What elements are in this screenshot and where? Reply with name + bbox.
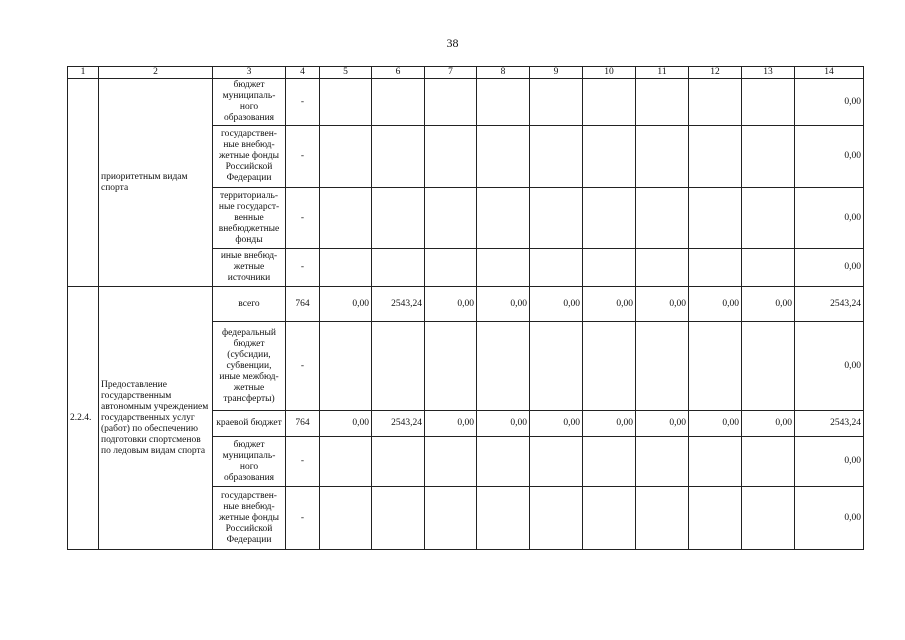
- cell-14: 0,00: [795, 437, 864, 487]
- cell-6: [372, 79, 425, 126]
- header-cell: 9: [530, 67, 583, 79]
- cell-8: [477, 79, 530, 126]
- cell-7: [425, 322, 477, 411]
- cell-4: 764: [286, 411, 320, 437]
- cell-6: [372, 487, 425, 550]
- cell-9: [530, 437, 583, 487]
- cell-4: -: [286, 249, 320, 287]
- funding-source: государствен-ные внебюд-жетные фонды Российской Федерации: [213, 126, 286, 188]
- cell-10: [583, 437, 636, 487]
- header-cell: 3: [213, 67, 286, 79]
- funding-source: бюджет муниципаль-ного образования: [213, 79, 286, 126]
- cell-13: [742, 322, 795, 411]
- cell-7: [425, 249, 477, 287]
- cell-9: 0,00: [530, 287, 583, 322]
- cell-4: -: [286, 126, 320, 188]
- cell-7: 0,00: [425, 287, 477, 322]
- page-number: 38: [446, 36, 459, 50]
- item-code: 2.2.4.: [68, 287, 99, 550]
- cell-13: [742, 487, 795, 550]
- header-row: [68, 67, 864, 79]
- funding-source: иные внебюд-жетные источники: [213, 249, 286, 287]
- header-cell: 2: [99, 67, 213, 79]
- cell-11: [636, 322, 689, 411]
- cell-12: [689, 126, 742, 188]
- funding-source: краевой бюджет: [213, 411, 286, 437]
- header-cell: 1: [68, 67, 99, 79]
- cell-9: [530, 126, 583, 188]
- cell-12: [689, 188, 742, 249]
- cell-11: [636, 437, 689, 487]
- table-row: [68, 79, 864, 126]
- cell-10: 0,00: [583, 287, 636, 322]
- cell-14: 2543,24: [795, 287, 864, 322]
- header-cell: 11: [636, 67, 689, 79]
- cell-14: 0,00: [795, 188, 864, 249]
- header-cell: 6: [372, 67, 425, 79]
- cell-11: 0,00: [636, 411, 689, 437]
- cell-5: [320, 79, 372, 126]
- cell-12: [689, 437, 742, 487]
- cell-9: [530, 188, 583, 249]
- cell-9: [530, 249, 583, 287]
- cell-11: [636, 126, 689, 188]
- cell-8: [477, 126, 530, 188]
- cell-10: [583, 79, 636, 126]
- cell-5: [320, 126, 372, 188]
- cell-4: -: [286, 79, 320, 126]
- table-row: [68, 287, 864, 322]
- cell-11: [636, 249, 689, 287]
- cell-6: [372, 188, 425, 249]
- header-cell: 10: [583, 67, 636, 79]
- cell-13: [742, 249, 795, 287]
- cell-13: [742, 188, 795, 249]
- funding-source: бюджет муниципаль-ного образования: [213, 437, 286, 487]
- cell-4: 764: [286, 287, 320, 322]
- cell-5: [320, 188, 372, 249]
- cell-8: [477, 249, 530, 287]
- cell-9: [530, 322, 583, 411]
- cell-7: [425, 437, 477, 487]
- cell-13: [742, 126, 795, 188]
- cell-4: -: [286, 188, 320, 249]
- cell-11: [636, 487, 689, 550]
- cell-8: [477, 322, 530, 411]
- cell-11: 0,00: [636, 287, 689, 322]
- cell-13: [742, 79, 795, 126]
- cell-7: 0,00: [425, 411, 477, 437]
- cell-13: 0,00: [742, 411, 795, 437]
- header-cell: 5: [320, 67, 372, 79]
- cell-4: -: [286, 437, 320, 487]
- cell-12: [689, 79, 742, 126]
- cell-6: [372, 437, 425, 487]
- budget-table: [67, 66, 864, 550]
- cell-12: 0,00: [689, 411, 742, 437]
- item-code: [68, 79, 99, 287]
- cell-10: [583, 487, 636, 550]
- cell-4: -: [286, 322, 320, 411]
- cell-10: [583, 188, 636, 249]
- header-cell: 14: [795, 67, 864, 79]
- cell-6: 2543,24: [372, 411, 425, 437]
- header-cell: 12: [689, 67, 742, 79]
- cell-8: [477, 487, 530, 550]
- cell-12: [689, 322, 742, 411]
- cell-11: [636, 188, 689, 249]
- cell-7: [425, 487, 477, 550]
- cell-8: [477, 437, 530, 487]
- cell-14: 0,00: [795, 487, 864, 550]
- cell-14: 0,00: [795, 322, 864, 411]
- cell-5: [320, 249, 372, 287]
- cell-11: [636, 79, 689, 126]
- cell-7: [425, 126, 477, 188]
- cell-8: 0,00: [477, 411, 530, 437]
- item-name: приоритетным видам спорта: [99, 79, 213, 287]
- cell-13: 0,00: [742, 287, 795, 322]
- cell-5: 0,00: [320, 287, 372, 322]
- cell-12: [689, 249, 742, 287]
- cell-9: [530, 79, 583, 126]
- cell-9: [530, 487, 583, 550]
- cell-14: 2543,24: [795, 411, 864, 437]
- cell-7: [425, 188, 477, 249]
- funding-source: территориаль-ные государст-венные внебюджетные фонды: [213, 188, 286, 249]
- cell-9: 0,00: [530, 411, 583, 437]
- cell-7: [425, 79, 477, 126]
- funding-source: государствен-ные внебюд-жетные фонды Российской Федерации: [213, 487, 286, 550]
- cell-14: 0,00: [795, 249, 864, 287]
- cell-10: 0,00: [583, 411, 636, 437]
- cell-6: [372, 126, 425, 188]
- header-cell: 13: [742, 67, 795, 79]
- cell-10: [583, 249, 636, 287]
- cell-4: -: [286, 487, 320, 550]
- cell-6: [372, 249, 425, 287]
- cell-5: [320, 437, 372, 487]
- header-cell: 7: [425, 67, 477, 79]
- cell-8: [477, 188, 530, 249]
- cell-13: [742, 437, 795, 487]
- cell-5: [320, 487, 372, 550]
- cell-10: [583, 322, 636, 411]
- funding-source: федеральный бюджет (субсидии, субвенции, иные межбюд-жетные трансферты): [213, 322, 286, 411]
- cell-12: 0,00: [689, 287, 742, 322]
- header-cell: 8: [477, 67, 530, 79]
- cell-6: [372, 322, 425, 411]
- funding-source: всего: [213, 287, 286, 322]
- cell-8: 0,00: [477, 287, 530, 322]
- cell-10: [583, 126, 636, 188]
- cell-12: [689, 487, 742, 550]
- cell-14: 0,00: [795, 79, 864, 126]
- header-cell: 4: [286, 67, 320, 79]
- cell-5: [320, 322, 372, 411]
- cell-6: 2543,24: [372, 287, 425, 322]
- cell-5: 0,00: [320, 411, 372, 437]
- item-name: Предоставление государственным автономным учреждением государственных услуг (работ) по обеспечению подготовки спортсменов по ледовым видам спорта: [99, 287, 213, 550]
- cell-14: 0,00: [795, 126, 864, 188]
